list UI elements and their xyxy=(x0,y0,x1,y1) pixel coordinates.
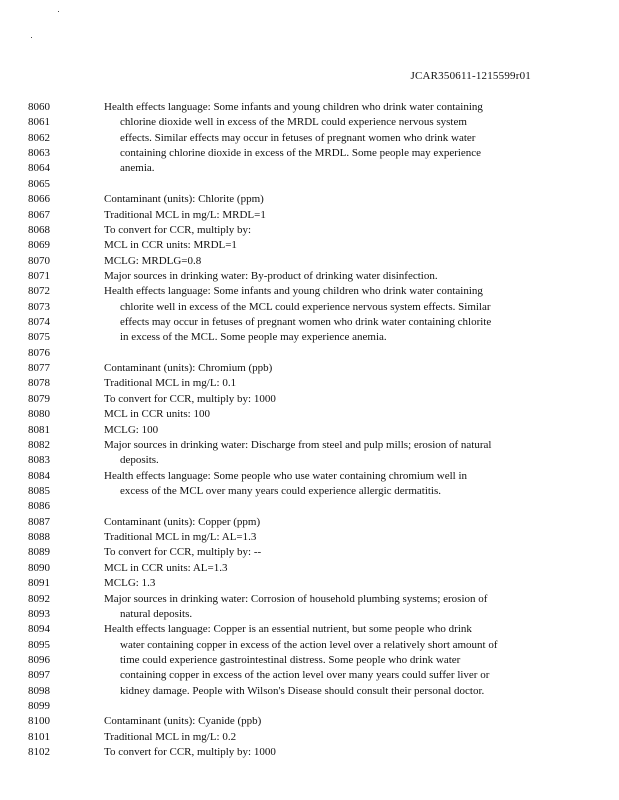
line-number: 8090 xyxy=(28,561,50,574)
document-line xyxy=(28,576,588,591)
line-number: 8099 xyxy=(28,700,50,713)
line-text: MCL in CCR units: MRDL=1 xyxy=(104,239,237,252)
line-number: 8083 xyxy=(28,454,50,467)
document-line xyxy=(28,622,588,637)
line-number: 8092 xyxy=(28,592,50,605)
document-line xyxy=(28,115,588,130)
line-number: 8091 xyxy=(28,577,50,590)
line-text: water containing copper in excess of the action level over a relatively short amount of xyxy=(120,638,498,651)
line-number: 8064 xyxy=(28,162,50,175)
document-line xyxy=(28,699,588,714)
line-number: 8075 xyxy=(28,331,50,344)
scan-speck xyxy=(58,11,59,12)
document-line xyxy=(28,192,588,207)
line-text: chlorine dioxide well in excess of the MRDL could experience nervous system xyxy=(120,116,467,129)
line-text: To convert for CCR, multiply by: -- xyxy=(104,546,262,559)
line-number: 8067 xyxy=(28,208,50,221)
line-text: Major sources in drinking water: Corrosion of household plumbing systems; erosion of xyxy=(104,592,488,605)
document-line xyxy=(28,146,588,161)
line-text: Traditional MCL in mg/L: 0.1 xyxy=(104,377,237,390)
line-number: 8097 xyxy=(28,669,50,682)
line-number: 8098 xyxy=(28,684,50,697)
line-text: Traditional MCL in mg/L: MRDL=1 xyxy=(104,208,266,221)
document-line xyxy=(28,469,588,484)
line-number: 8074 xyxy=(28,316,50,329)
line-text: To convert for CCR, multiply by: xyxy=(104,223,252,236)
line-text: effects. Similar effects may occur in fetuses of pregnant women who drink water xyxy=(120,131,476,144)
document-line xyxy=(28,684,588,699)
line-text: MCLG: 1.3 xyxy=(104,577,156,590)
line-text: effects may occur in fetuses of pregnant women who drink water containing chlorite xyxy=(120,316,492,329)
line-text: anemia. xyxy=(120,162,155,175)
line-number: 8084 xyxy=(28,469,50,482)
line-number: 8077 xyxy=(28,362,50,375)
line-number: 8096 xyxy=(28,653,50,666)
document-line xyxy=(28,300,588,315)
line-number: 8093 xyxy=(28,607,50,620)
document-line xyxy=(28,177,588,192)
line-text: Health effects language: Copper is an essential nutrient, but some people who drink xyxy=(104,623,472,636)
line-number: 8088 xyxy=(28,531,50,544)
document-line xyxy=(28,714,588,729)
line-number: 8062 xyxy=(28,131,50,144)
line-number: 8070 xyxy=(28,254,50,267)
line-number: 8072 xyxy=(28,285,50,298)
line-text: MCLG: MRDLG=0.8 xyxy=(104,254,202,267)
document-line xyxy=(28,668,588,683)
document-line xyxy=(28,638,588,653)
line-text: kidney damage. People with Wilson's Disease should consult their personal doctor. xyxy=(120,684,485,697)
document-line xyxy=(28,315,588,330)
line-text: natural deposits. xyxy=(120,607,193,620)
line-text: Traditional MCL in mg/L: 0.2 xyxy=(104,730,237,743)
document-line xyxy=(28,745,588,760)
document-line xyxy=(28,100,588,115)
line-text: Health effects language: Some infants and young children who drink water containing xyxy=(104,101,483,113)
line-number: 8073 xyxy=(28,300,50,313)
line-number: 8082 xyxy=(28,438,50,451)
line-number: 8065 xyxy=(28,177,50,190)
line-number: 8102 xyxy=(28,746,50,759)
document-line xyxy=(28,607,588,622)
line-number: 8080 xyxy=(28,408,50,421)
line-text: deposits. xyxy=(120,454,159,467)
document-line xyxy=(28,453,588,468)
document-line xyxy=(28,530,588,545)
document-line xyxy=(28,131,588,146)
line-text: containing copper in excess of the action level over many years could suffer liver or xyxy=(120,669,490,682)
line-number: 8060 xyxy=(28,101,50,113)
line-text: chlorite well in excess of the MCL could experience nervous system effects. Similar xyxy=(120,300,491,313)
line-number: 8095 xyxy=(28,638,50,651)
line-text: Contaminant (units): Chromium (ppb) xyxy=(104,362,273,375)
document-line xyxy=(28,730,588,745)
document-line xyxy=(28,238,588,253)
document-line xyxy=(28,515,588,530)
line-text: Traditional MCL in mg/L: AL=1.3 xyxy=(104,531,257,544)
line-number: 8066 xyxy=(28,193,50,206)
line-text: Health effects language: Some infants and young children who drink water containing xyxy=(104,285,483,298)
document-line xyxy=(28,284,588,299)
line-text: MCL in CCR units: AL=1.3 xyxy=(104,561,228,574)
document-line xyxy=(28,346,588,361)
line-text: Contaminant (units): Chlorite (ppm) xyxy=(104,193,264,206)
line-number: 8071 xyxy=(28,269,50,282)
line-number: 8079 xyxy=(28,392,50,405)
line-number: 8063 xyxy=(28,147,50,160)
document-line xyxy=(28,330,588,345)
line-text: in excess of the MCL. Some people may experience anemia. xyxy=(120,331,387,344)
line-text: Major sources in drinking water: Discharge from steel and pulp mills; erosion of natural xyxy=(104,438,492,451)
document-line xyxy=(28,376,588,391)
document-line xyxy=(28,208,588,223)
document-line xyxy=(28,499,588,514)
line-text: MCLG: 100 xyxy=(104,423,159,436)
line-number: 8068 xyxy=(28,223,50,236)
line-text: Health effects language: Some people who use water containing chromium well in xyxy=(104,469,467,482)
document-line xyxy=(28,545,588,560)
line-text: excess of the MCL over many years could experience allergic dermatitis. xyxy=(120,484,442,497)
document-line xyxy=(28,361,588,376)
document-line xyxy=(28,653,588,668)
line-text: containing chlorine dioxide in excess of the MRDL. Some people may experience xyxy=(120,147,482,160)
document-line xyxy=(28,407,588,422)
line-number: 8069 xyxy=(28,239,50,252)
document-line xyxy=(28,392,588,407)
document-line xyxy=(28,254,588,269)
line-text: Major sources in drinking water: By-product of drinking water disinfection. xyxy=(104,269,438,282)
line-number: 8086 xyxy=(28,500,50,513)
line-number: 8100 xyxy=(28,715,50,728)
line-text: Contaminant (units): Copper (ppm) xyxy=(104,515,261,528)
line-text: To convert for CCR, multiply by: 1000 xyxy=(104,746,276,759)
line-number: 8087 xyxy=(28,515,50,528)
line-number: 8078 xyxy=(28,377,50,390)
document-line xyxy=(28,423,588,438)
document-line xyxy=(28,484,588,499)
line-text: Contaminant (units): Cyanide (ppb) xyxy=(104,715,262,728)
line-text: To convert for CCR, multiply by: 1000 xyxy=(104,392,276,405)
line-number: 8101 xyxy=(28,730,50,743)
document-line xyxy=(28,561,588,576)
document-line xyxy=(28,161,588,176)
line-number: 8081 xyxy=(28,423,50,436)
line-number: 8076 xyxy=(28,346,50,359)
numbered-lines xyxy=(28,100,588,760)
document-line xyxy=(28,438,588,453)
document-line xyxy=(28,223,588,238)
line-number: 8085 xyxy=(28,484,50,497)
line-text: time could experience gastrointestinal distress. Some people who drink water xyxy=(120,653,461,666)
line-number: 8094 xyxy=(28,623,50,636)
line-number: 8061 xyxy=(28,116,50,129)
line-number: 8089 xyxy=(28,546,50,559)
scan-speck xyxy=(31,37,32,38)
document-line xyxy=(28,592,588,607)
line-text: MCL in CCR units: 100 xyxy=(104,408,210,421)
document-code: JCAR350611-1215599r01 xyxy=(410,70,531,82)
document-line xyxy=(28,269,588,284)
